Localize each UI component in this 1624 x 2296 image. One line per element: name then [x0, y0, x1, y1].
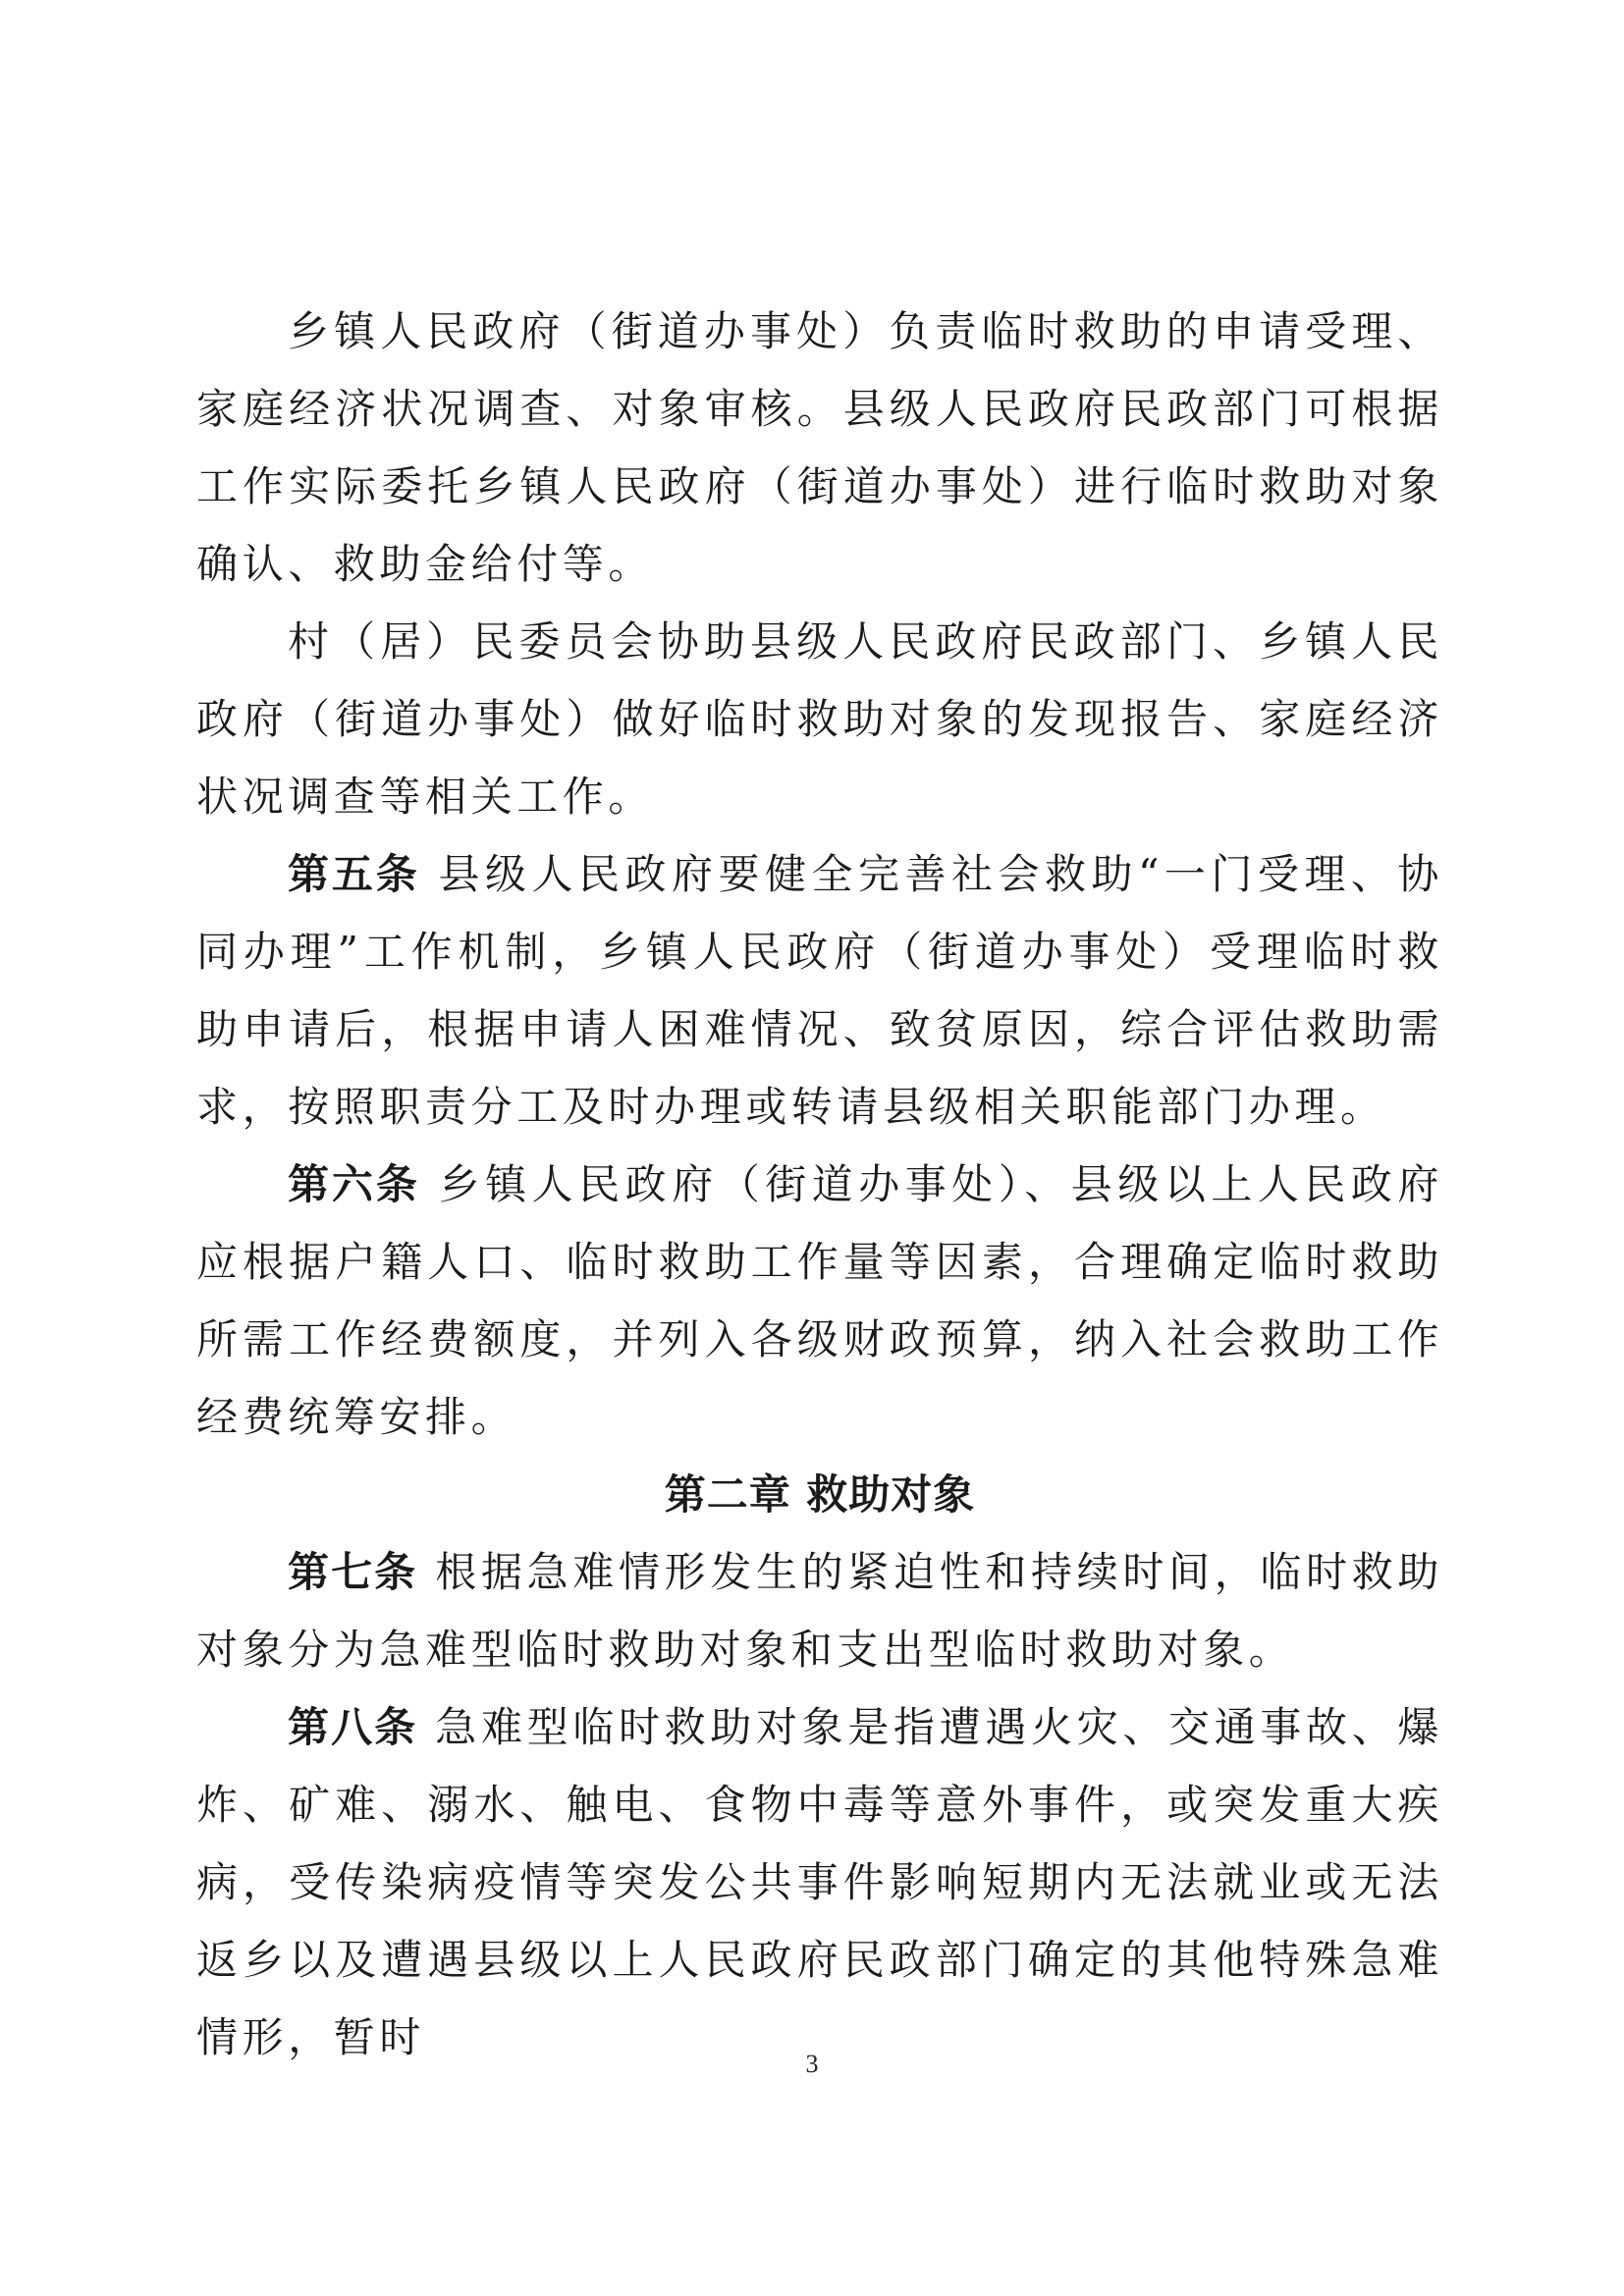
paragraph-2-text: 村（居）民委员会协助县级人民政府民政部门、乡镇人民政府（街道办事处）做好临时救助对象的发现报告、家庭经济状况调查等相关工作。: [196, 617, 1443, 821]
article-6-text: 乡镇人民政府（街道办事处）、县级以上人民政府应根据户籍人口、临时救助工作量等因素，合理确定临时救助所需工作经费额度，并列入各级财政预算，纳入社会救助工作经费统筹安排。: [196, 1160, 1444, 1441]
paragraph-1-text: 乡镇人民政府（街道办事处）负责临时救助的申请受理、家庭经济状况调查、对象审核。县级人民政府民政部门可根据工作实际委托乡镇人民政府（街道办事处）进行临时救助对象确认、救助金给付等。: [196, 307, 1443, 588]
paragraph-1: [196, 293, 1443, 603]
page-number: 3: [805, 2050, 819, 2078]
document-body: [196, 293, 1443, 2076]
article-5-number: 第五条: [288, 850, 420, 898]
article-8: [196, 1688, 1443, 2076]
article-7: [196, 1533, 1443, 1688]
paragraph-2: [196, 603, 1443, 835]
chapter-heading: 第二章 救助对象: [664, 1470, 976, 1519]
article-7-number: 第七条: [288, 1548, 418, 1596]
article-6-number: 第六条: [288, 1160, 420, 1208]
article-5-text: 县级人民政府要健全完善社会救助“一门受理、协同办理”工作机制，乡镇人民政府（街道办事处）受理临时救助申请后，根据申请人困难情况、致贫原因，综合评估救助需求，按照职责分工及时办理或转请县级相关职能部门办理。: [196, 850, 1443, 1131]
article-8-number: 第八条: [288, 1703, 418, 1751]
article-5: [196, 835, 1443, 1146]
article-6: [196, 1146, 1443, 1456]
article-8-text: 急难型临时救助对象是指遭遇火灾、交通事故、爆炸、矿难、溺水、触电、食物中毒等意外事件，或突发重大疾病，受传染病疫情等突发公共事件影响短期内无法就业或无法返乡以及遭遇县级以上人民政府民政部门确定的其他特殊急难情形，暂时: [196, 1703, 1444, 2061]
article-7-text: 根据急难情形发生的紧迫性和持续时间，临时救助对象分为急难型临时救助对象和支出型临时救助对象。: [196, 1548, 1444, 1674]
